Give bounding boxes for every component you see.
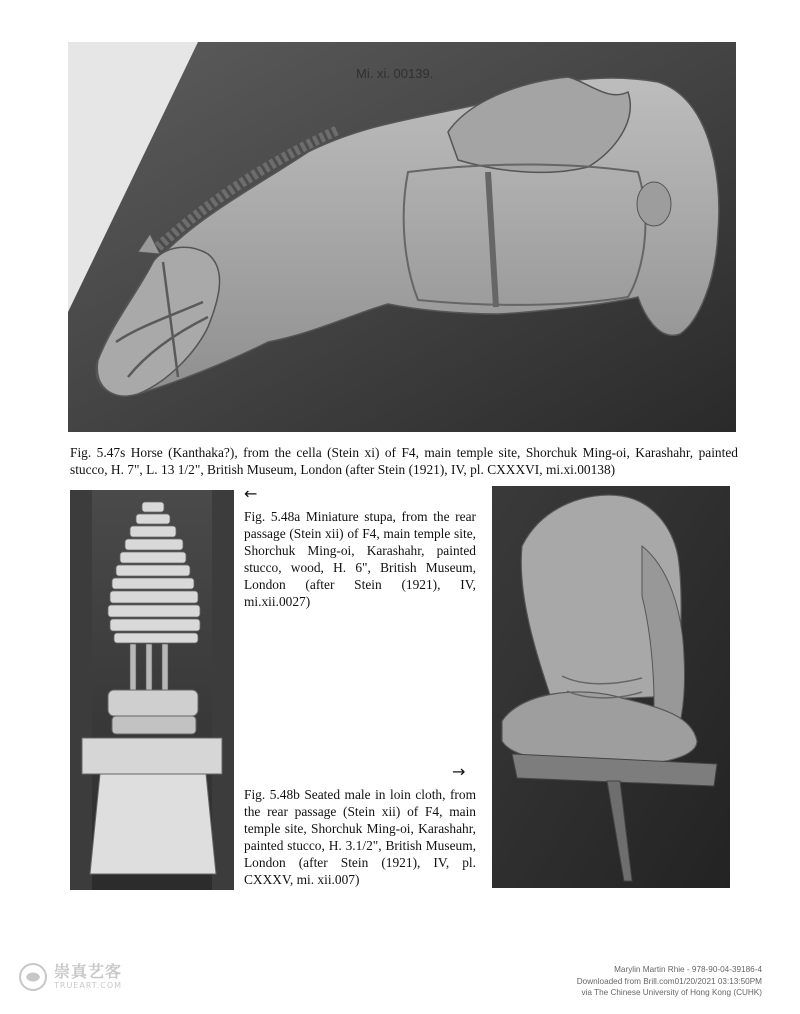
footer-author-isbn: Marylin Martin Rhie - 978-90-04-39186-4: [614, 965, 762, 974]
trueart-logo-icon: [18, 962, 48, 992]
watermark-chinese: 崇真艺客: [54, 962, 123, 981]
footer-download-info: Downloaded from Brill.com01/20/2021 03:13:50PM: [576, 976, 762, 986]
figure-5-48b-caption: Fig. 5.48b Seated male in loin cloth, from the rear passage (Stein xii) of F4, main temple site, Shorchuk Ming-oi, Karashahr, painted stucco, H. 3.1/2", British Museum, London (after Stein (1921), IV, pl. CXXXV, mi. xii.007): [244, 787, 476, 887]
museum-number-label: Mi. xi. 00139.: [356, 66, 434, 81]
arrow-left: ←: [244, 484, 258, 503]
figure-5-47s-caption: Fig. 5.47s Horse (Kanthaka?), from the cella (Stein xi) of F4, main temple site, Shorchuk Ming-oi, Karashahr, painted stucco, H. 7", L. 13 1/2", British Museum, London (after Stein (1921), IV, pl. CXXXVI, mi.xi.00138): [70, 445, 738, 477]
figure-5-48a-caption: Fig. 5.48a Miniature stupa, from the rear passage (Stein xii) of F4, main temple site, Shorchuk Ming-oi, Karashahr, painted stucco, wood, H. 6", British Museum, London (after Stein (1921), IV, mi.xii.0027): [244, 509, 476, 609]
stupa-photo: [70, 490, 234, 890]
horse-photo: [68, 42, 736, 432]
watermark-english: TRUEART.COM: [54, 981, 123, 990]
download-footer: [442, 964, 762, 999]
trueart-watermark: [18, 962, 122, 992]
seated-male-photo: [492, 486, 730, 888]
footer-institution: via The Chinese University of Hong Kong (CUHK): [581, 988, 762, 997]
arrow-right: →: [452, 762, 466, 781]
